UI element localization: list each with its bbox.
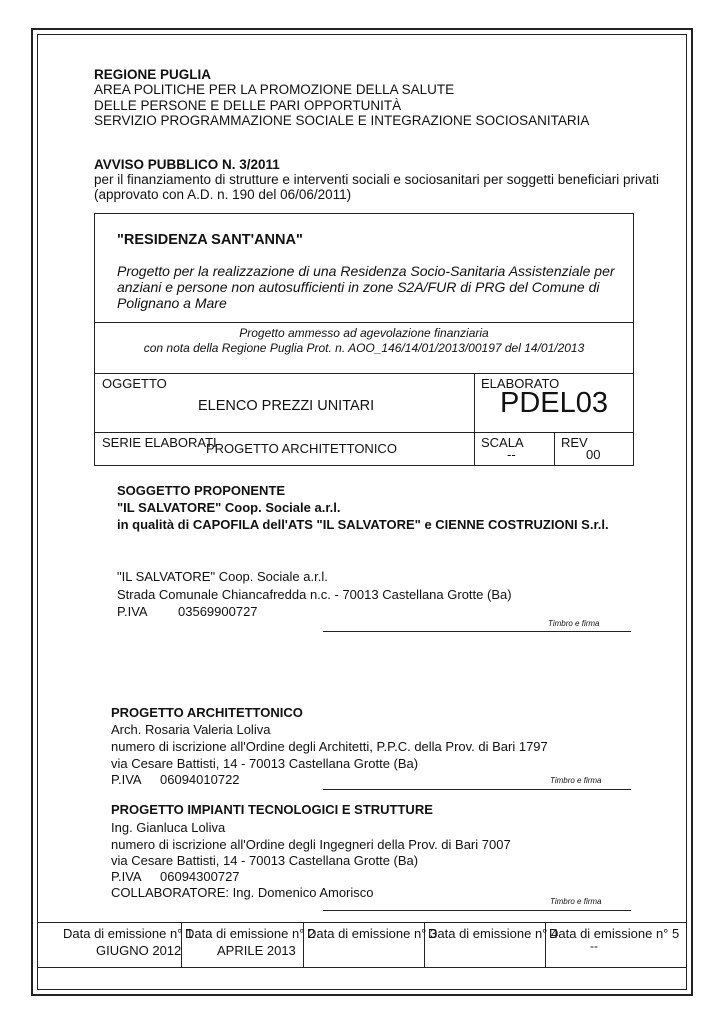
proponente-line1: "IL SALVATORE" Coop. Sociale a.r.l. — [117, 500, 341, 515]
proponente-title: SOGGETTO PROPONENTE — [117, 483, 286, 498]
avviso-line2: (approvato con A.D. n. 190 del 06/06/2011) — [94, 187, 352, 202]
impianti-piva-label: P.IVA — [111, 869, 142, 884]
oggetto-value: ELENCO PREZZI UNITARI — [198, 398, 375, 414]
proponente-piva-value: 03569900727 — [178, 604, 258, 619]
elaborato-value: PDEL03 — [499, 387, 608, 419]
impianti-collaboratore: COLLABORATORE: Ing. Domenico Amorisco — [111, 885, 374, 900]
project-desc-2: anziani e persone non autosufficienti in zone S2A/FUR di PRG del Comune di — [117, 279, 600, 295]
serie-label: SERIE ELABORATI — [102, 435, 217, 450]
divider — [94, 322, 634, 323]
avviso-line1: per il finanziamento di strutture e interventi sociali e sociosanitari per soggetti beneficiari privati — [94, 172, 660, 187]
project-note-1: Progetto ammesso ad agevolazione finanziaria — [239, 326, 489, 340]
signature-line — [323, 631, 631, 632]
impianti-name: Ing. Gianluca Loliva — [111, 820, 226, 835]
impianti-iscrizione: numero di iscrizione all'Ordine degli Ingegneri della Prov. di Bari 7007 — [111, 837, 511, 852]
header-region: REGIONE PUGLIA — [94, 67, 212, 82]
proponente-line2: in qualità di CAPOFILA dell'ATS "IL SALVATORE" e CIENNE COSTRUZIONI S.r.l. — [117, 517, 609, 532]
signature-line — [323, 789, 631, 790]
divider — [554, 432, 555, 466]
emission-1-label: Data di emissione n° 1 — [63, 926, 194, 941]
divider — [94, 373, 634, 374]
proponente-address: Strada Comunale Chiancafredda n.c. - 70013 Castellana Grotte (Ba) — [117, 587, 512, 602]
divider — [94, 432, 634, 433]
scala-label: SCALA — [481, 435, 524, 450]
project-name: "RESIDENZA SANT'ANNA" — [117, 232, 303, 248]
scala-value: -- — [507, 447, 516, 462]
header-servizio: SERVIZIO PROGRAMMAZIONE SOCIALE E INTEGRAZIONE SOCIOSANITARIA — [94, 113, 590, 128]
elaborato-label: ELABORATO — [481, 376, 560, 391]
avviso-title: AVVISO PUBBLICO N. 3/2011 — [94, 157, 280, 172]
proponente-sign-label: Timbro e firma — [548, 619, 600, 628]
emission-4-label: Data di emissione n° 4 — [428, 926, 559, 941]
emission-5-value: -- — [590, 939, 598, 953]
header-persone: DELLE PERSONE E DELLE PARI OPPORTUNITÀ — [94, 98, 402, 113]
emission-1-value: GIUGNO 2012 — [96, 943, 182, 958]
header-area: AREA POLITICHE PER LA PROMOZIONE DELLA SALUTE — [94, 82, 455, 97]
signature-line — [323, 910, 631, 911]
project-desc-3: Polignano a Mare — [117, 295, 227, 311]
serie-value: PROGETTO ARCHITETTONICO — [206, 441, 397, 456]
impianti-address: via Cesare Battisti, 14 - 70013 Castellana Grotte (Ba) — [111, 853, 419, 868]
arch-iscrizione: numero di iscrizione all'Ordine degli Architetti, P.P.C. della Prov. di Bari 1797 — [111, 739, 548, 754]
emission-2-label: Data di emissione n° 2 — [185, 926, 316, 941]
arch-sign-label: Timbro e firma — [550, 776, 602, 785]
emission-2-value: APRILE 2013 — [217, 943, 296, 958]
impianti-title: PROGETTO IMPIANTI TECNOLOGICI E STRUTTURE — [111, 802, 433, 817]
arch-title: PROGETTO ARCHITETTONICO — [111, 705, 303, 720]
arch-name: Arch. Rosaria Valeria Loliva — [111, 722, 271, 737]
emission-3-label: Data di emissione n° 3 — [307, 926, 438, 941]
arch-piva-label: P.IVA — [111, 772, 142, 787]
rev-label: REV — [561, 435, 588, 450]
impianti-sign-label: Timbro e firma — [550, 897, 602, 906]
emission-5-label: Data di emissione n° 5 — [549, 926, 680, 941]
project-desc-1: Progetto per la realizzazione di una Residenza Socio-Sanitaria Assistenziale per — [117, 263, 615, 279]
arch-piva-value: 06094010722 — [160, 772, 240, 787]
project-note-2: con nota della Regione Puglia Prot. n. AOO_146/14/01/2013/00197 del 14/01/2013 — [143, 341, 585, 355]
oggetto-label: OGGETTO — [102, 376, 167, 391]
impianti-piva-value: 06094300727 — [160, 869, 240, 884]
footer-bottom-line — [37, 967, 687, 968]
footer-divider — [37, 922, 687, 923]
rev-value: 00 — [586, 447, 601, 462]
proponente-name: "IL SALVATORE" Coop. Sociale a.r.l. — [117, 569, 328, 584]
proponente-piva-label: P.IVA — [117, 604, 148, 619]
arch-address: via Cesare Battisti, 14 - 70013 Castellana Grotte (Ba) — [111, 756, 419, 771]
